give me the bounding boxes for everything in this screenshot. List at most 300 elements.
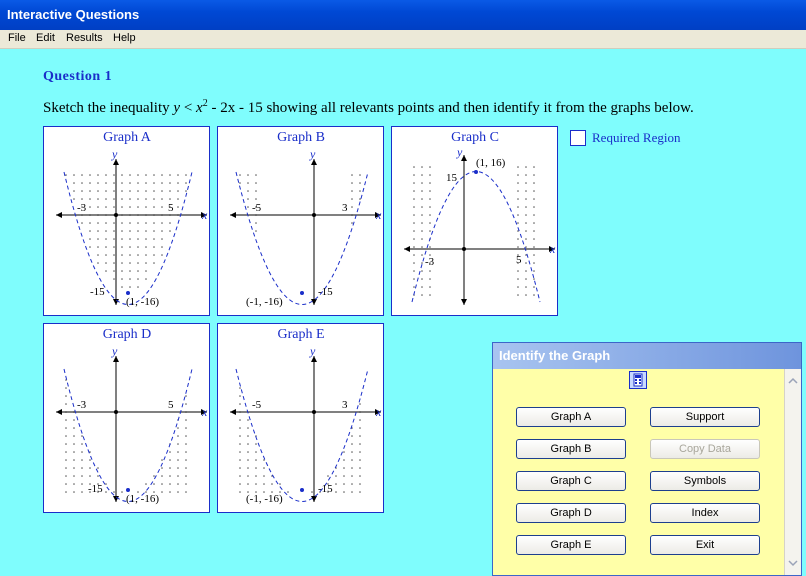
region-dot [429, 166, 431, 168]
region-dot [429, 286, 431, 288]
region-dot [105, 182, 107, 184]
graph-d-plot [44, 324, 211, 514]
graph-c-button[interactable]: Graph C [516, 471, 626, 491]
region-dot [161, 174, 163, 176]
region-dot [533, 222, 535, 224]
region-dot [113, 491, 115, 493]
region-dot [137, 254, 139, 256]
region-dot [185, 182, 187, 184]
region-dot [255, 459, 257, 461]
region-dot [161, 222, 163, 224]
region-dot [413, 222, 415, 224]
region-dot [113, 254, 115, 256]
graph-e-neg-root: -5 [252, 399, 262, 411]
menu-file[interactable]: File [8, 32, 26, 44]
region-dot [525, 222, 527, 224]
graph-a-neg-root: -3 [77, 202, 87, 214]
graph-a-button[interactable]: Graph A [516, 407, 626, 427]
graph-e-pos-root: 3 [342, 399, 348, 411]
region-dot [97, 190, 99, 192]
region-dot [121, 254, 123, 256]
region-dot [153, 190, 155, 192]
region-dot [247, 190, 249, 192]
region-dot [145, 246, 147, 248]
region-dot [105, 491, 107, 493]
region-dot [73, 483, 75, 485]
region-dot [533, 278, 535, 280]
graph-c-vertex: (1, 16) [476, 157, 506, 169]
region-dot [533, 262, 535, 264]
region-dot [239, 174, 241, 176]
region-dot [359, 451, 361, 453]
region-dot [161, 190, 163, 192]
region-dot [129, 222, 131, 224]
region-dot [65, 427, 67, 429]
region-dot [255, 182, 257, 184]
region-dot [89, 174, 91, 176]
region-dot [343, 491, 345, 493]
region-dot [517, 206, 519, 208]
question-text: Sketch the inequality $y < x^2 - 2x - 15$ showing all relevants points and then identify it from the graphs below. [43, 98, 694, 116]
region-dot [153, 254, 155, 256]
graph-e-plot [218, 324, 385, 514]
region-dot [137, 262, 139, 264]
exit-button[interactable]: Exit [650, 535, 760, 555]
region-dot [351, 491, 353, 493]
graph-d-vertex: (1, -16) [126, 493, 159, 505]
graph-b-plot [218, 127, 385, 317]
region-dot [255, 467, 257, 469]
region-dot [517, 190, 519, 192]
region-dot [239, 467, 241, 469]
panel-title: Identify the Graph [493, 343, 801, 369]
region-dot [105, 238, 107, 240]
region-dot [421, 230, 423, 232]
region-dot [161, 491, 163, 493]
region-dot [169, 475, 171, 477]
region-dot [129, 206, 131, 208]
region-dot [263, 483, 265, 485]
region-dot [525, 230, 527, 232]
region-dot [137, 270, 139, 272]
index-button[interactable]: Index [650, 503, 760, 523]
region-dot [517, 246, 519, 248]
region-dot [169, 459, 171, 461]
region-dot [177, 483, 179, 485]
region-dot [343, 483, 345, 485]
panel-scrollbar[interactable] [784, 369, 801, 575]
region-dot [137, 182, 139, 184]
region-dot [73, 198, 75, 200]
region-dot [421, 262, 423, 264]
region-dot [351, 483, 353, 485]
graph-b-x-label: x [376, 208, 382, 222]
window-title: Interactive Questions [0, 0, 806, 30]
region-dot [343, 451, 345, 453]
menu-bar [0, 30, 806, 49]
region-dot [145, 222, 147, 224]
region-dot [255, 451, 257, 453]
region-dot [129, 198, 131, 200]
region-dot [145, 206, 147, 208]
region-dot [255, 475, 257, 477]
region-dot [177, 182, 179, 184]
region-dot [105, 198, 107, 200]
region-dot [169, 182, 171, 184]
region-dot [525, 182, 527, 184]
region-dot [343, 467, 345, 469]
region-dot [351, 459, 353, 461]
region-dot [525, 198, 527, 200]
region-dot [73, 491, 75, 493]
symbols-button[interactable]: Symbols [650, 471, 760, 491]
region-dot [161, 206, 163, 208]
region-dot [185, 451, 187, 453]
region-dot [97, 246, 99, 248]
region-dot [137, 174, 139, 176]
region-dot [185, 475, 187, 477]
region-dot [81, 491, 83, 493]
region-dot [97, 467, 99, 469]
region-dot [97, 182, 99, 184]
region-dot [429, 294, 431, 296]
region-dot [263, 475, 265, 477]
region-dot [177, 435, 179, 437]
region-dot [533, 166, 535, 168]
region-dot [185, 467, 187, 469]
region-dot [153, 198, 155, 200]
graph-a-pos-root: 5 [168, 202, 174, 214]
graph-e-title: Graph E [277, 327, 325, 342]
region-dot [525, 206, 527, 208]
region-dot [421, 270, 423, 272]
region-dot [185, 435, 187, 437]
region-dot [169, 467, 171, 469]
region-dot [145, 190, 147, 192]
graph-c-x-label: x [550, 242, 556, 256]
region-dot [161, 246, 163, 248]
region-dot [161, 467, 163, 469]
region-dot [145, 238, 147, 240]
region-dot [73, 443, 75, 445]
graph-e-vertex: (-1, -16) [246, 493, 283, 505]
region-dot [177, 174, 179, 176]
region-dot [239, 451, 241, 453]
region-dot [525, 278, 527, 280]
region-dot [121, 182, 123, 184]
region-dot [287, 491, 289, 493]
region-dot [97, 198, 99, 200]
region-dot [255, 174, 257, 176]
region-dot [533, 238, 535, 240]
identify-graph-panel [492, 342, 802, 576]
region-dot [525, 286, 527, 288]
region-dot [263, 467, 265, 469]
region-dot [153, 483, 155, 485]
region-dot [413, 174, 415, 176]
region-dot [137, 238, 139, 240]
region-dot [255, 190, 257, 192]
region-dot [137, 286, 139, 288]
region-dot [335, 483, 337, 485]
region-dot [81, 475, 83, 477]
region-dot [429, 182, 431, 184]
region-dot [351, 174, 353, 176]
graph-a-plot [44, 127, 211, 317]
region-dot [81, 483, 83, 485]
region-dot [351, 435, 353, 437]
region-dot [421, 222, 423, 224]
region-dot [121, 278, 123, 280]
region-dot [161, 230, 163, 232]
region-dot [129, 246, 131, 248]
region-dot [121, 230, 123, 232]
region-dot [129, 262, 131, 264]
region-dot [65, 475, 67, 477]
region-dot [185, 395, 187, 397]
region-dot [247, 198, 249, 200]
region-dot [239, 475, 241, 477]
region-dot [413, 198, 415, 200]
region-dot [525, 262, 527, 264]
region-dot [113, 190, 115, 192]
region-dot [105, 190, 107, 192]
region-dot [73, 475, 75, 477]
region-dot [121, 222, 123, 224]
region-dot [185, 483, 187, 485]
region-dot [121, 238, 123, 240]
region-dot [65, 491, 67, 493]
region-dot [113, 246, 115, 248]
region-dot [429, 222, 431, 224]
region-dot [429, 214, 431, 216]
region-dot [65, 174, 67, 176]
region-dot [81, 174, 83, 176]
region-dot [343, 475, 345, 477]
region-dot [247, 443, 249, 445]
region-dot [177, 190, 179, 192]
region-dot [239, 483, 241, 485]
region-dot [81, 190, 83, 192]
calculator-icon[interactable] [629, 371, 647, 389]
region-dot [359, 443, 361, 445]
region-dot [517, 278, 519, 280]
region-dot [113, 230, 115, 232]
region-dot [73, 190, 75, 192]
region-dot [413, 286, 415, 288]
region-dot [153, 262, 155, 264]
region-dot [161, 198, 163, 200]
region-dot [247, 419, 249, 421]
region-dot [89, 222, 91, 224]
region-dot [121, 198, 123, 200]
region-dot [525, 166, 527, 168]
graph-d-button[interactable]: Graph D [516, 503, 626, 523]
region-dot [137, 198, 139, 200]
region-dot [359, 419, 361, 421]
graph-d-region [65, 379, 187, 493]
region-dot [65, 483, 67, 485]
region-dot [351, 475, 353, 477]
region-dot [247, 435, 249, 437]
region-dot [161, 459, 163, 461]
region-dot [113, 206, 115, 208]
region-dot [247, 206, 249, 208]
graph-a-x-label: x [202, 208, 208, 222]
region-dot [73, 451, 75, 453]
region-dot [533, 270, 535, 272]
region-dot [335, 475, 337, 477]
graph-d-title: Graph D [102, 327, 152, 342]
region-dot [105, 222, 107, 224]
required-region-legend [570, 130, 770, 148]
region-dot [113, 198, 115, 200]
region-dot [239, 427, 241, 429]
region-dot [429, 246, 431, 248]
region-dot [311, 491, 313, 493]
region-dot [185, 491, 187, 493]
region-dot [89, 459, 91, 461]
region-dot [185, 174, 187, 176]
graph-b [217, 126, 384, 316]
region-dot [97, 475, 99, 477]
region-dot [255, 222, 257, 224]
region-dot [89, 246, 91, 248]
region-dot [145, 262, 147, 264]
region-dot [145, 230, 147, 232]
region-dot [129, 182, 131, 184]
region-dot [129, 230, 131, 232]
region-dot [129, 190, 131, 192]
region-dot [153, 230, 155, 232]
region-dot [517, 238, 519, 240]
region-dot [169, 483, 171, 485]
region-dot [533, 286, 535, 288]
required-region-label: Required Region [592, 130, 681, 145]
region-dot [129, 238, 131, 240]
region-dot [255, 230, 257, 232]
graph-c-region [413, 166, 535, 296]
region-dot [137, 190, 139, 192]
scrollbar-arrows [785, 369, 801, 575]
graph-b-button[interactable]: Graph B [516, 439, 626, 459]
region-dot [429, 198, 431, 200]
region-dot [121, 206, 123, 208]
region-dot [517, 286, 519, 288]
region-dot [65, 443, 67, 445]
graph-e-intercept: -15 [318, 483, 333, 495]
menu-results[interactable]: Results [66, 32, 103, 44]
region-dot [121, 246, 123, 248]
region-dot [153, 182, 155, 184]
region-dot [359, 182, 361, 184]
region-dot [81, 443, 83, 445]
region-dot [113, 262, 115, 264]
region-dot [105, 270, 107, 272]
region-dot [335, 491, 337, 493]
region-dot [177, 451, 179, 453]
region-dot [97, 206, 99, 208]
region-dot [113, 222, 115, 224]
region-dot [169, 174, 171, 176]
menu-edit[interactable]: Edit [36, 32, 55, 44]
region-dot [185, 443, 187, 445]
region-dot [153, 222, 155, 224]
region-dot [121, 491, 123, 493]
region-dot [177, 475, 179, 477]
region-dot [239, 387, 241, 389]
region-dot [105, 174, 107, 176]
region-dot [517, 198, 519, 200]
region-dot [239, 443, 241, 445]
graph-e-button[interactable]: Graph E [516, 535, 626, 555]
region-dot [73, 459, 75, 461]
region-dot [359, 435, 361, 437]
region-dot [89, 198, 91, 200]
region-dot [429, 190, 431, 192]
region-dot [359, 483, 361, 485]
graph-c-y-label: y [457, 145, 463, 159]
region-dot [185, 427, 187, 429]
region-dot [145, 254, 147, 256]
region-dot [153, 238, 155, 240]
graph-a-intercept: -15 [90, 286, 105, 298]
region-dot [81, 198, 83, 200]
region-dot [89, 182, 91, 184]
menu-help[interactable]: Help [113, 32, 136, 44]
region-dot [421, 238, 423, 240]
region-dot [81, 182, 83, 184]
region-dot [137, 222, 139, 224]
graph-c-neg-root: -3 [425, 256, 435, 268]
region-dot [97, 262, 99, 264]
region-dot [533, 246, 535, 248]
region-dot [177, 198, 179, 200]
region-dot [177, 206, 179, 208]
region-dot [247, 174, 249, 176]
region-dot [105, 254, 107, 256]
region-dot [121, 270, 123, 272]
region-dot [129, 254, 131, 256]
region-dot [81, 435, 83, 437]
region-dot [247, 182, 249, 184]
region-dot [121, 174, 123, 176]
region-dot [359, 174, 361, 176]
region-dot [113, 238, 115, 240]
region-dot [105, 230, 107, 232]
region-dot [145, 270, 147, 272]
region-dot [525, 270, 527, 272]
region-dot [359, 459, 361, 461]
graph-c-title: Graph C [451, 130, 499, 145]
calculator-icon-glyph [630, 372, 646, 388]
region-dot [121, 262, 123, 264]
region-dot [533, 174, 535, 176]
region-dot [161, 475, 163, 477]
region-dot [517, 166, 519, 168]
support-button[interactable]: Support [650, 407, 760, 427]
region-dot [413, 238, 415, 240]
region-dot [533, 198, 535, 200]
region-dot [105, 262, 107, 264]
region-dot [421, 294, 423, 296]
region-dot [113, 270, 115, 272]
region-dot [525, 190, 527, 192]
region-dot [247, 483, 249, 485]
region-dot [351, 451, 353, 453]
region-dot [89, 190, 91, 192]
region-dot [81, 467, 83, 469]
